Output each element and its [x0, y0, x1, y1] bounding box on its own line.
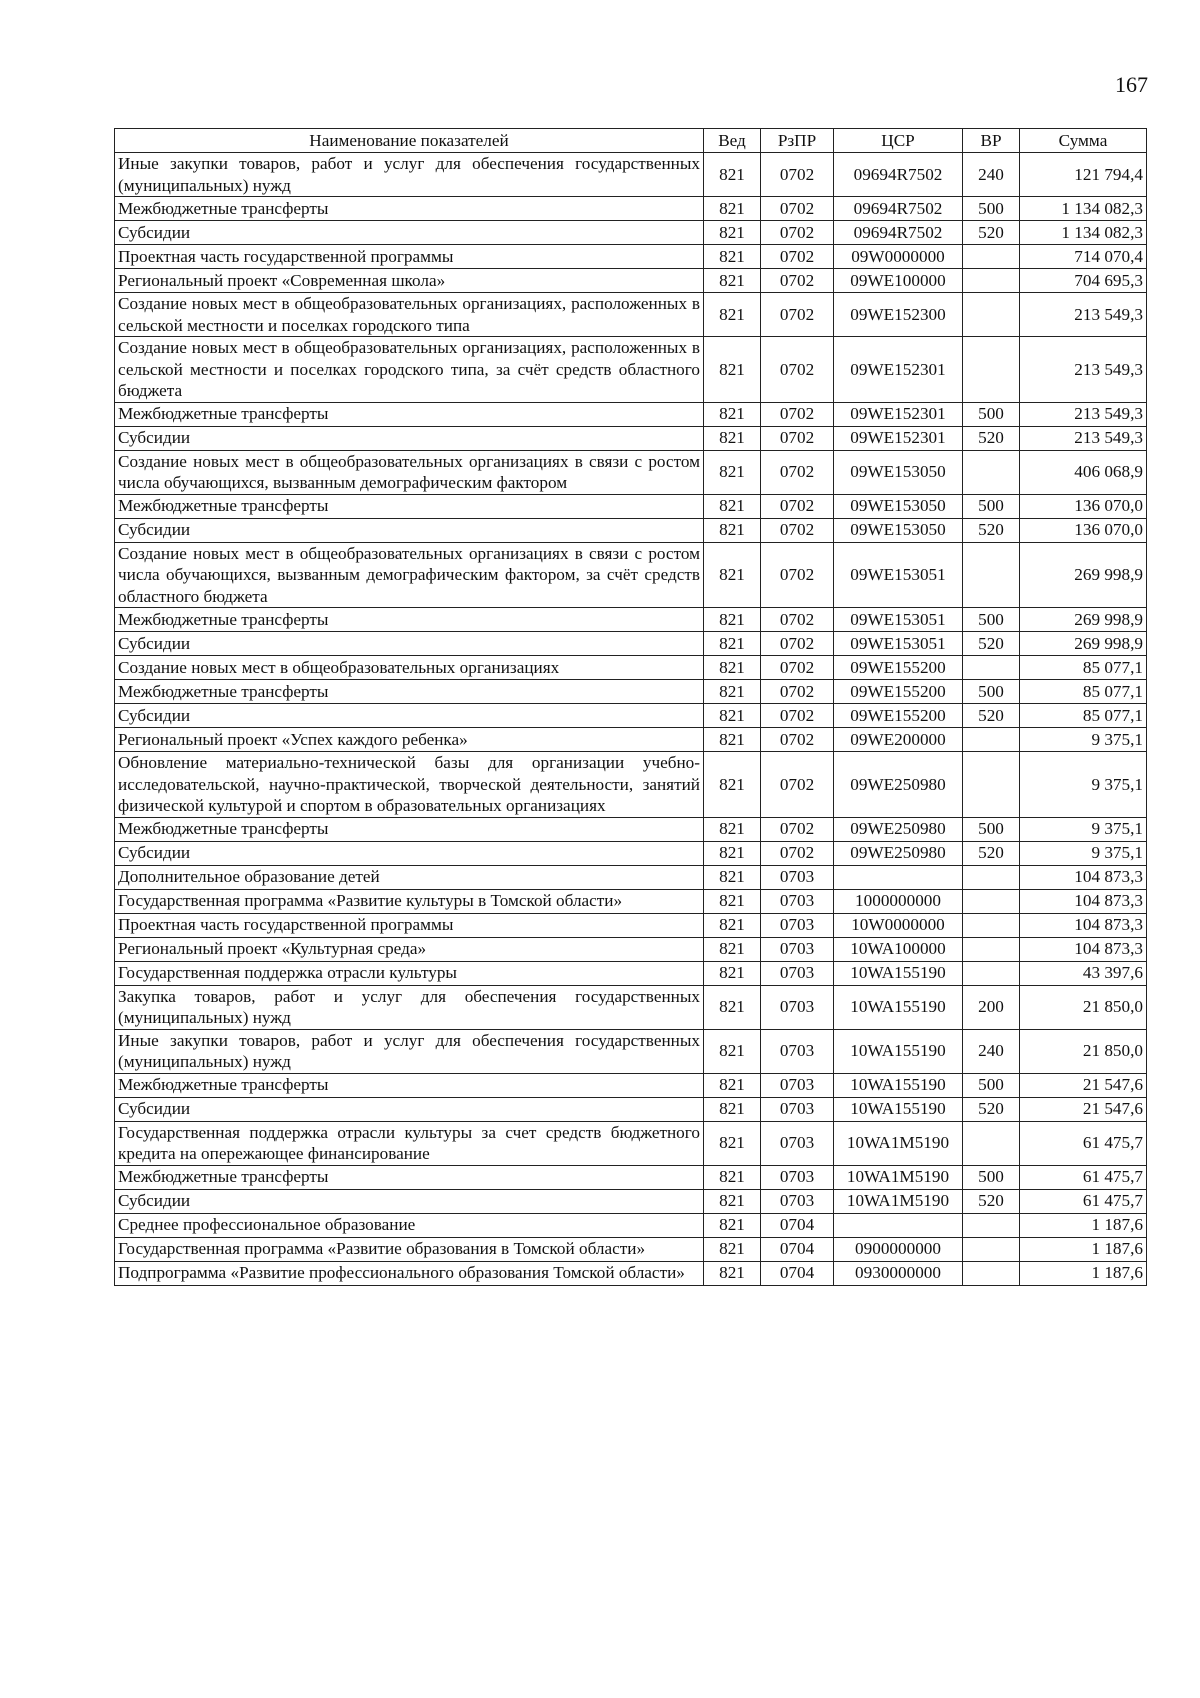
cell-sum: 104 873,3 — [1020, 913, 1147, 937]
cell-vr: 240 — [963, 1029, 1020, 1073]
cell-rzpr: 0702 — [761, 426, 834, 450]
cell-name: Межбюджетные трансферты — [115, 1165, 704, 1189]
cell-sum: 121 794,4 — [1020, 153, 1147, 197]
cell-ved: 821 — [704, 337, 761, 403]
table-row — [115, 608, 1147, 632]
cell-name: Государственная программа «Развитие образования в Томской области» — [115, 1237, 704, 1261]
cell-rzpr: 0703 — [761, 1165, 834, 1189]
cell-csr: 09WE153050 — [834, 450, 963, 494]
table-row — [115, 961, 1147, 985]
cell-rzpr: 0703 — [761, 889, 834, 913]
cell-name: Субсидии — [115, 518, 704, 542]
cell-ved: 821 — [704, 221, 761, 245]
cell-ved: 821 — [704, 197, 761, 221]
cell-csr: 10WA155190 — [834, 1029, 963, 1073]
cell-sum: 9 375,1 — [1020, 728, 1147, 752]
cell-sum: 21 850,0 — [1020, 985, 1147, 1029]
table-row — [115, 293, 1147, 337]
table-row — [115, 426, 1147, 450]
cell-vr — [963, 752, 1020, 818]
cell-vr: 200 — [963, 985, 1020, 1029]
cell-csr: 09694R7502 — [834, 221, 963, 245]
table-row — [115, 656, 1147, 680]
cell-vr — [963, 937, 1020, 961]
cell-rzpr: 0702 — [761, 752, 834, 818]
cell-ved: 821 — [704, 865, 761, 889]
cell-sum: 61 475,7 — [1020, 1189, 1147, 1213]
cell-csr: 09WE153051 — [834, 542, 963, 608]
cell-vr: 500 — [963, 494, 1020, 518]
cell-csr: 09WE152301 — [834, 426, 963, 450]
cell-rzpr: 0703 — [761, 961, 834, 985]
cell-sum: 136 070,0 — [1020, 518, 1147, 542]
cell-ved: 821 — [704, 1165, 761, 1189]
cell-ved: 821 — [704, 937, 761, 961]
cell-name: Субсидии — [115, 632, 704, 656]
cell-vr — [963, 269, 1020, 293]
cell-ved: 821 — [704, 542, 761, 608]
table-row — [115, 1261, 1147, 1285]
cell-ved: 821 — [704, 1029, 761, 1073]
budget-table — [114, 128, 1147, 1286]
cell-vr — [963, 889, 1020, 913]
table-row — [115, 402, 1147, 426]
cell-vr — [963, 450, 1020, 494]
cell-name: Субсидии — [115, 1097, 704, 1121]
table-row — [115, 1073, 1147, 1097]
cell-csr — [834, 865, 963, 889]
cell-rzpr: 0702 — [761, 518, 834, 542]
cell-ved: 821 — [704, 1121, 761, 1165]
cell-ved: 821 — [704, 985, 761, 1029]
cell-sum: 85 077,1 — [1020, 656, 1147, 680]
cell-vr — [963, 1213, 1020, 1237]
cell-csr: 10WA1M5190 — [834, 1165, 963, 1189]
cell-csr: 0930000000 — [834, 1261, 963, 1285]
cell-sum: 85 077,1 — [1020, 704, 1147, 728]
cell-rzpr: 0702 — [761, 542, 834, 608]
cell-vr — [963, 913, 1020, 937]
cell-vr: 520 — [963, 518, 1020, 542]
cell-ved: 821 — [704, 402, 761, 426]
cell-sum: 269 998,9 — [1020, 632, 1147, 656]
cell-rzpr: 0702 — [761, 680, 834, 704]
cell-name: Субсидии — [115, 841, 704, 865]
cell-vr: 240 — [963, 153, 1020, 197]
cell-ved: 821 — [704, 426, 761, 450]
cell-ved: 821 — [704, 1073, 761, 1097]
cell-ved: 821 — [704, 153, 761, 197]
cell-name: Межбюджетные трансферты — [115, 680, 704, 704]
cell-sum: 104 873,3 — [1020, 865, 1147, 889]
cell-ved: 821 — [704, 841, 761, 865]
cell-sum: 9 375,1 — [1020, 752, 1147, 818]
cell-name: Региональный проект «Культурная среда» — [115, 937, 704, 961]
cell-rzpr: 0702 — [761, 704, 834, 728]
cell-name: Создание новых мест в общеобразовательных организациях в связи с ростом числа обучающихся, вызванным демографическим фактором — [115, 450, 704, 494]
table-row — [115, 889, 1147, 913]
table-row — [115, 1165, 1147, 1189]
cell-csr: 09WE250980 — [834, 752, 963, 818]
cell-csr: 09WE250980 — [834, 817, 963, 841]
cell-ved: 821 — [704, 656, 761, 680]
cell-name: Проектная часть государственной программы — [115, 913, 704, 937]
cell-vr — [963, 1261, 1020, 1285]
cell-sum: 9 375,1 — [1020, 817, 1147, 841]
cell-csr: 10WA1M5190 — [834, 1189, 963, 1213]
table-row — [115, 913, 1147, 937]
cell-vr: 500 — [963, 402, 1020, 426]
table-row — [115, 153, 1147, 197]
cell-name: Создание новых мест в общеобразовательных организациях, расположенных в сельской местности и поселках городского типа, за счёт средств областного бюджета — [115, 337, 704, 403]
cell-csr: 09WE155200 — [834, 704, 963, 728]
header-name: Наименование показателей — [115, 129, 704, 153]
cell-sum: 9 375,1 — [1020, 841, 1147, 865]
cell-vr — [963, 656, 1020, 680]
cell-csr: 09694R7502 — [834, 153, 963, 197]
cell-csr: 09WE153051 — [834, 632, 963, 656]
cell-vr: 520 — [963, 841, 1020, 865]
cell-name: Государственная поддержка отрасли культуры — [115, 961, 704, 985]
cell-ved: 821 — [704, 450, 761, 494]
table-row — [115, 542, 1147, 608]
cell-vr — [963, 865, 1020, 889]
cell-csr: 09WE153050 — [834, 518, 963, 542]
cell-rzpr: 0702 — [761, 656, 834, 680]
cell-sum: 1 134 082,3 — [1020, 197, 1147, 221]
cell-ved: 821 — [704, 752, 761, 818]
header-rzpr: РзПР — [761, 129, 834, 153]
cell-csr: 10WA155190 — [834, 1073, 963, 1097]
cell-name: Межбюджетные трансферты — [115, 1073, 704, 1097]
cell-rzpr: 0702 — [761, 608, 834, 632]
table-row — [115, 1097, 1147, 1121]
cell-sum: 136 070,0 — [1020, 494, 1147, 518]
cell-csr: 09WE152300 — [834, 293, 963, 337]
cell-csr: 10W0000000 — [834, 913, 963, 937]
cell-vr: 520 — [963, 632, 1020, 656]
cell-name: Создание новых мест в общеобразовательных организациях в связи с ростом числа обучающихся, вызванным демографическим фактором, за счёт средств областного бюджета — [115, 542, 704, 608]
cell-rzpr: 0702 — [761, 153, 834, 197]
table-row — [115, 1213, 1147, 1237]
table-row — [115, 518, 1147, 542]
cell-vr: 500 — [963, 817, 1020, 841]
cell-name: Среднее профессиональное образование — [115, 1213, 704, 1237]
cell-rzpr: 0702 — [761, 817, 834, 841]
cell-rzpr: 0703 — [761, 865, 834, 889]
cell-name: Субсидии — [115, 221, 704, 245]
table-row — [115, 269, 1147, 293]
cell-sum: 85 077,1 — [1020, 680, 1147, 704]
cell-sum: 269 998,9 — [1020, 542, 1147, 608]
table-row — [115, 985, 1147, 1029]
table-row — [115, 937, 1147, 961]
cell-rzpr: 0703 — [761, 1073, 834, 1097]
cell-vr: 520 — [963, 1189, 1020, 1213]
cell-sum: 104 873,3 — [1020, 889, 1147, 913]
cell-rzpr: 0704 — [761, 1261, 834, 1285]
table-row — [115, 704, 1147, 728]
cell-rzpr: 0702 — [761, 221, 834, 245]
cell-name: Создание новых мест в общеобразовательных организациях — [115, 656, 704, 680]
table-row — [115, 494, 1147, 518]
cell-name: Субсидии — [115, 426, 704, 450]
cell-csr: 09WE200000 — [834, 728, 963, 752]
cell-rzpr: 0702 — [761, 494, 834, 518]
cell-vr — [963, 542, 1020, 608]
cell-vr — [963, 961, 1020, 985]
cell-vr — [963, 728, 1020, 752]
cell-name: Проектная часть государственной программы — [115, 245, 704, 269]
cell-rzpr: 0704 — [761, 1213, 834, 1237]
table-row — [115, 245, 1147, 269]
cell-rzpr: 0703 — [761, 937, 834, 961]
cell-vr: 500 — [963, 1073, 1020, 1097]
cell-rzpr: 0702 — [761, 197, 834, 221]
cell-csr — [834, 1213, 963, 1237]
cell-vr: 520 — [963, 704, 1020, 728]
table-row — [115, 817, 1147, 841]
cell-rzpr: 0703 — [761, 1029, 834, 1073]
cell-csr: 09W0000000 — [834, 245, 963, 269]
cell-rzpr: 0702 — [761, 245, 834, 269]
cell-sum: 1 187,6 — [1020, 1237, 1147, 1261]
cell-ved: 821 — [704, 632, 761, 656]
cell-csr: 09WE153051 — [834, 608, 963, 632]
cell-ved: 821 — [704, 269, 761, 293]
cell-name: Региональный проект «Успех каждого ребенка» — [115, 728, 704, 752]
cell-name: Подпрограмма «Развитие профессионального образования Томской области» — [115, 1261, 704, 1285]
cell-csr: 1000000000 — [834, 889, 963, 913]
header-ved: Вед — [704, 129, 761, 153]
cell-ved: 821 — [704, 1237, 761, 1261]
cell-name: Межбюджетные трансферты — [115, 402, 704, 426]
cell-ved: 821 — [704, 494, 761, 518]
cell-vr — [963, 1237, 1020, 1261]
cell-ved: 821 — [704, 680, 761, 704]
cell-sum: 21 547,6 — [1020, 1073, 1147, 1097]
cell-name: Межбюджетные трансферты — [115, 608, 704, 632]
table-row — [115, 728, 1147, 752]
cell-csr: 09WE152301 — [834, 337, 963, 403]
table-row — [115, 1189, 1147, 1213]
cell-csr: 09694R7502 — [834, 197, 963, 221]
cell-csr: 10WA1M5190 — [834, 1121, 963, 1165]
table-row — [115, 841, 1147, 865]
cell-csr: 10WA155190 — [834, 1097, 963, 1121]
cell-name: Региональный проект «Современная школа» — [115, 269, 704, 293]
cell-name: Субсидии — [115, 704, 704, 728]
cell-name: Государственная программа «Развитие культуры в Томской области» — [115, 889, 704, 913]
table-row — [115, 221, 1147, 245]
cell-name: Иные закупки товаров, работ и услуг для обеспечения государственных (муниципальных) нужд — [115, 1029, 704, 1073]
cell-rzpr: 0702 — [761, 728, 834, 752]
cell-ved: 821 — [704, 961, 761, 985]
cell-vr: 520 — [963, 221, 1020, 245]
table-row — [115, 337, 1147, 403]
page-number: 167 — [1115, 72, 1148, 97]
table-header-row — [115, 129, 1147, 153]
cell-sum: 1 187,6 — [1020, 1261, 1147, 1285]
cell-sum: 704 695,3 — [1020, 269, 1147, 293]
cell-csr: 09WE155200 — [834, 680, 963, 704]
cell-ved: 821 — [704, 889, 761, 913]
table-row — [115, 1237, 1147, 1261]
cell-csr: 0900000000 — [834, 1237, 963, 1261]
cell-sum: 1 187,6 — [1020, 1213, 1147, 1237]
cell-csr: 09WE100000 — [834, 269, 963, 293]
cell-sum: 43 397,6 — [1020, 961, 1147, 985]
cell-vr — [963, 1121, 1020, 1165]
cell-vr: 500 — [963, 608, 1020, 632]
cell-ved: 821 — [704, 728, 761, 752]
table-row — [115, 632, 1147, 656]
cell-csr: 10WA155190 — [834, 961, 963, 985]
cell-ved: 821 — [704, 1213, 761, 1237]
cell-sum: 714 070,4 — [1020, 245, 1147, 269]
cell-rzpr: 0703 — [761, 1097, 834, 1121]
cell-sum: 213 549,3 — [1020, 402, 1147, 426]
cell-sum: 1 134 082,3 — [1020, 221, 1147, 245]
cell-name: Межбюджетные трансферты — [115, 494, 704, 518]
cell-rzpr: 0704 — [761, 1237, 834, 1261]
cell-rzpr: 0702 — [761, 337, 834, 403]
cell-vr: 520 — [963, 426, 1020, 450]
table-body — [115, 153, 1147, 1286]
cell-sum: 61 475,7 — [1020, 1165, 1147, 1189]
header-csr: ЦСР — [834, 129, 963, 153]
cell-rzpr: 0702 — [761, 450, 834, 494]
cell-ved: 821 — [704, 518, 761, 542]
cell-csr: 09WE152301 — [834, 402, 963, 426]
cell-vr: 500 — [963, 680, 1020, 704]
cell-ved: 821 — [704, 817, 761, 841]
cell-rzpr: 0703 — [761, 1121, 834, 1165]
cell-sum: 269 998,9 — [1020, 608, 1147, 632]
cell-csr: 09WE250980 — [834, 841, 963, 865]
table-row — [115, 680, 1147, 704]
table-row — [115, 450, 1147, 494]
cell-rzpr: 0702 — [761, 269, 834, 293]
cell-vr: 500 — [963, 1165, 1020, 1189]
cell-sum: 104 873,3 — [1020, 937, 1147, 961]
cell-name: Межбюджетные трансферты — [115, 817, 704, 841]
cell-sum: 213 549,3 — [1020, 293, 1147, 337]
cell-sum: 213 549,3 — [1020, 337, 1147, 403]
cell-vr — [963, 245, 1020, 269]
cell-csr: 09WE153050 — [834, 494, 963, 518]
cell-csr: 09WE155200 — [834, 656, 963, 680]
cell-csr: 10WA100000 — [834, 937, 963, 961]
cell-sum: 406 068,9 — [1020, 450, 1147, 494]
cell-ved: 821 — [704, 1189, 761, 1213]
cell-rzpr: 0703 — [761, 985, 834, 1029]
cell-rzpr: 0702 — [761, 402, 834, 426]
cell-vr — [963, 293, 1020, 337]
table-row — [115, 752, 1147, 818]
table-row — [115, 865, 1147, 889]
cell-rzpr: 0702 — [761, 841, 834, 865]
cell-ved: 821 — [704, 913, 761, 937]
cell-sum: 21 850,0 — [1020, 1029, 1147, 1073]
header-vr: ВР — [963, 129, 1020, 153]
table-row — [115, 197, 1147, 221]
table-row — [115, 1121, 1147, 1165]
cell-rzpr: 0703 — [761, 913, 834, 937]
cell-csr: 10WA155190 — [834, 985, 963, 1029]
cell-rzpr: 0702 — [761, 632, 834, 656]
cell-sum: 21 547,6 — [1020, 1097, 1147, 1121]
header-sum: Сумма — [1020, 129, 1147, 153]
cell-vr: 500 — [963, 197, 1020, 221]
cell-ved: 821 — [704, 1261, 761, 1285]
cell-name: Закупка товаров, работ и услуг для обеспечения государственных (муниципальных) нужд — [115, 985, 704, 1029]
cell-name: Создание новых мест в общеобразовательных организациях, расположенных в сельской местности и поселках городского типа — [115, 293, 704, 337]
cell-rzpr: 0703 — [761, 1189, 834, 1213]
cell-vr — [963, 337, 1020, 403]
cell-ved: 821 — [704, 1097, 761, 1121]
cell-rzpr: 0702 — [761, 293, 834, 337]
cell-name: Субсидии — [115, 1189, 704, 1213]
cell-vr: 520 — [963, 1097, 1020, 1121]
cell-name: Иные закупки товаров, работ и услуг для обеспечения государственных (муниципальных) нужд — [115, 153, 704, 197]
cell-name: Межбюджетные трансферты — [115, 197, 704, 221]
cell-ved: 821 — [704, 608, 761, 632]
cell-ved: 821 — [704, 704, 761, 728]
cell-sum: 213 549,3 — [1020, 426, 1147, 450]
table-row — [115, 1029, 1147, 1073]
cell-sum: 61 475,7 — [1020, 1121, 1147, 1165]
cell-name: Дополнительное образование детей — [115, 865, 704, 889]
cell-ved: 821 — [704, 245, 761, 269]
cell-name: Обновление материально-технической базы для организации учебно-исследовательской, научно-практической, творческой деятельности, занятий физической культурой и спортом в образовательных организациях — [115, 752, 704, 818]
cell-name: Государственная поддержка отрасли культуры за счет средств бюджетного кредита на опережающее финансирование — [115, 1121, 704, 1165]
cell-ved: 821 — [704, 293, 761, 337]
